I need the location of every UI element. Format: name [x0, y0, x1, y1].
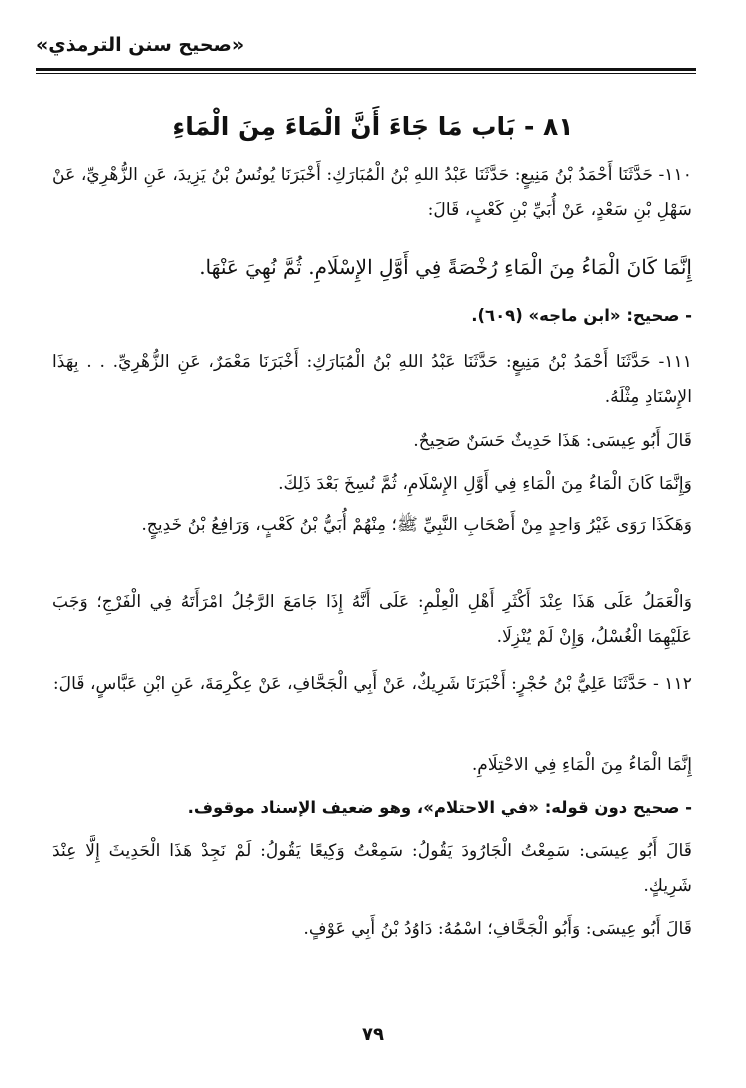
header-rule-thick [36, 68, 696, 71]
hadith-112-comment-2: قَالَ أَبُو عِيسَى: وَأَبُو الْجَحَّافِ؛ اسْمُهُ: دَاوُدُ بْنُ أَبِي عَوْفٍ. [303, 919, 692, 939]
hadith-112-grade: - صحيح دون قوله: «في الاحتلام»، وهو ضعيف الإسناد موقوف. [187, 798, 692, 817]
hadith-111-comment-2: وَإِنَّمَا كَانَ الْمَاءُ مِنَ الْمَاءِ فِي أَوَّلِ الإِسْلَامِ، ثُمَّ نُسِخَ بَعْدَ ذَلِكَ. [278, 474, 692, 494]
hadith-112-comment-1: قَالَ أَبُو عِيسَى: سَمِعْتُ الْجَارُودَ يَقُولُ: سَمِعْتُ وَكِيعًا يَقُولُ: لَمْ نَجِدْ هَذَا الْحَدِيثَ إِلَّا عِنْدَ شَرِيكٍ. [52, 841, 692, 896]
hadith-110-isnad: ١١٠- حَدَّثَنَا أَحْمَدُ بْنُ مَنِيعٍ: حَدَّثَنَا عَبْدُ اللهِ بْنُ الْمُبَارَكِ: أَخْبَرَنَا يُونُسُ بْنُ يَزِيدَ، عَنِ الزُّهْرِيِّ، عَنْ سَهْلِ بْنِ سَعْدٍ، عَنْ أُبَيِّ بْنِ كَعْبٍ، قَالَ: [52, 165, 692, 220]
hadith-111-comment-3: وَهَكَذَا رَوَى غَيْرُ وَاحِدٍ مِنْ أَصْحَابِ النَّبِيِّ ﷺ؛ مِنْهُمْ أُبَيُّ بْنُ كَعْبٍ، وَرَافِعُ بْنُ خَدِيجٍ. [141, 515, 692, 535]
page-number: ٧٩ [362, 1024, 384, 1045]
running-header-title: «صحيح سنن الترمذي» [36, 34, 245, 56]
hadith-110-grade: - صحيح: «ابن ماجه» (٦٠٩). [471, 306, 692, 325]
hadith-111-comment-4: وَالْعَمَلُ عَلَى هَذَا عِنْدَ أَكْثَرِ أَهْلِ الْعِلْمِ: عَلَى أَنَّهُ إِذَا جَامَعَ الرَّجُلُ امْرَأَتَهُ فِي الْفَرْجِ؛ وَجَبَ عَلَيْهِمَا الْغُسْلُ، وَإِنْ لَمْ يُنْزِلَا. [52, 592, 692, 647]
header-rule-thin [36, 73, 696, 74]
hadith-111-isnad: ١١١- حَدَّثَنَا أَحْمَدُ بْنُ مَنِيعٍ: حَدَّثَنَا عَبْدُ اللهِ بْنُ الْمُبَارَكِ: أَخْبَرَنَا مَعْمَرٌ، عَنِ الزُّهْرِيِّ. . . بِهَذَا الإِسْنَادِ مِثْلَهُ. [52, 352, 692, 407]
chapter-title: ٨١ - بَاب مَا جَاءَ أَنَّ الْمَاءَ مِنَ الْمَاءِ [172, 112, 574, 141]
hadith-112-isnad: ١١٢ - حَدَّثَنَا عَلِيُّ بْنُ حُجْرٍ: أَخْبَرَنَا شَرِيكٌ، عَنْ أَبِي الْجَحَّافِ، عَنْ عِكْرِمَةَ، عَنِ ابْنِ عَبَّاسٍ، قَالَ: [52, 674, 692, 694]
hadith-112-matn: إِنَّمَا الْمَاءُ مِنَ الْمَاءِ فِي الاحْتِلَامِ. [471, 755, 692, 775]
hadith-111-comment-1: قَالَ أَبُو عِيسَى: هَذَا حَدِيثٌ حَسَنٌ صَحِيحٌ. [413, 431, 692, 451]
hadith-110-matn: إِنَّمَا كَانَ الْمَاءُ مِنَ الْمَاءِ رُخْصَةً فِي أَوَّلِ الإِسْلَامِ. ثُمَّ نُهِيَ عَنْهَا. [199, 255, 692, 279]
